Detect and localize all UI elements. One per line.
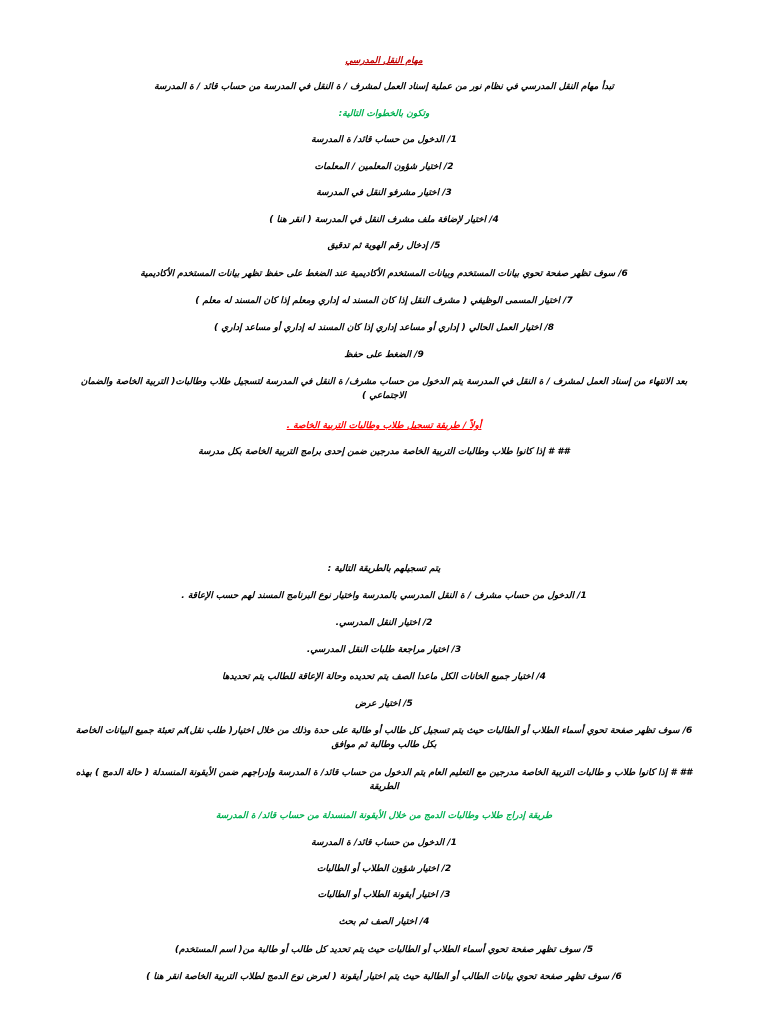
step-item: 6/ سوف تظهر صفحة تحوي أسماء الطلاب أو الطالبات حيث يتم تسجيل كل طالب أو طالبة على حدة وذلك من خلال اختيار( طلب نقل)ثم تعبئة جميع البيانات الخاصة بكل طالب وطالبة ثم موافق (75, 726, 693, 750)
step-item: 3/ اختيار مشرفو النقل في المدرسة (316, 188, 452, 198)
note-paragraph: ## # إذا كانوا طلاب و طالبات التربية الخاصة مدرجين مع التعليم العام يتم الدخول من حساب قائد/ ة المدرسة وإدراجهم ضمن الأيقونة المنسدلة ( حالة الدمج ) بهذه الطريقة (75, 768, 693, 792)
method-heading: يتم تسجيلهم بالطريقة التالية : (327, 564, 441, 574)
steps-heading: وتكون بالخطوات التالية: (338, 109, 430, 119)
step-item: 5/ اختيار عرض (355, 699, 413, 709)
step-item: 4/ اختيار الصف ثم بحث (338, 917, 430, 927)
step-item: 6/ سوف تظهر صفحة تحوي بيانات الطالب أو الطالبة حيث يتم اختيار أيقونة ( لعرض نوع الدمج لطلاب التربية الخاصة انقر هنا ) (146, 972, 622, 982)
step-item: 2/ اختيار النقل المدرسي. (335, 618, 433, 628)
note-paragraph: ## # إذا كانوا طلاب وطالبات التربية الخاصة مدرجين ضمن إحدى برامج التربية الخاصة بكل مدرسة (198, 447, 570, 457)
intro-paragraph: تبدأ مهام النقل المدرسي في نظام نور من عملية إسناد العمل لمشرف / ة النقل في المدرسة من حساب قائد / ة المدرسة (154, 82, 614, 92)
step-item: 3/ اختيار أيقونة الطلاب أو الطالبات (317, 890, 451, 900)
document-title: مهام النقل المدرسي (345, 56, 423, 66)
step-item: 1/ الدخول من حساب قائد/ ة المدرسة (311, 838, 457, 848)
step-item: 9/ الضغط على حفظ (344, 350, 424, 360)
step-item: 8/ اختيار العمل الحالي ( إداري أو مساعد إداري إذا كان المسند له إداري أو مساعد إداري ) (213, 323, 555, 333)
step-item: 3/ اختيار مراجعة طلبات النقل المدرسي. (306, 645, 462, 655)
step-item: 7/ اختيار المسمى الوظيفي ( مشرف النقل إذا كان المسند له إداري ومعلم إذا كان المسند له معلم ) (195, 296, 573, 306)
step-item: 6/ سوف تظهر صفحة تحوي بيانات المستخدم وبيانات المستخدم الأكاديمية عند الضغط على حفظ تظهر بيانات المستخدم الأكاديمية (140, 269, 628, 279)
step-item: 4/ اختيار لإضافة ملف مشرف النقل في المدرسة ( انقر هنا ) (269, 215, 499, 225)
section-heading: أولاً / طريقة تسجيل طلاب وطالبات التربية الخاصة . (286, 421, 482, 431)
step-item: 1/ الدخول من حساب قائد/ ة المدرسة (311, 135, 457, 145)
step-item: 4/ اختيار جميع الخانات الكل ماعدا الصف يتم تحديده وحالة الإعاقة للطالب يتم تحديدها (222, 672, 546, 682)
step-item: 5/ إدخال رقم الهوية ثم تدقيق (327, 241, 441, 251)
step-item: 5/ سوف تظهر صفحة تحوي أسماء الطلاب أو الطالبات حيث يتم تحديد كل طالب أو طالبة من( اسم المستخدم) (174, 945, 594, 955)
section-heading: طريقة إدراج طلاب وطالبات الدمج من خلال الأيقونة المنسدلة من حساب قائد/ ة المدرسة (215, 811, 553, 821)
after-paragraph: بعد الانتهاء من إسناد العمل لمشرف / ة النقل في المدرسة يتم الدخول من حساب مشرف/ ة النقل في المدرسة لتسجيل طلاب وطالبات( التربية الخاصة والضمان الاجتماعي ) (80, 377, 688, 401)
step-item: 1/ الدخول من حساب مشرف / ة النقل المدرسي بالمدرسة واختيار نوع البرنامج المسند لهم حسب الإعاقة . (181, 591, 587, 601)
step-item: 2/ اختيار شؤون الطلاب أو الطالبات (316, 864, 452, 874)
step-item: 2/ اختيار شؤون المعلمين / المعلمات (314, 162, 454, 172)
